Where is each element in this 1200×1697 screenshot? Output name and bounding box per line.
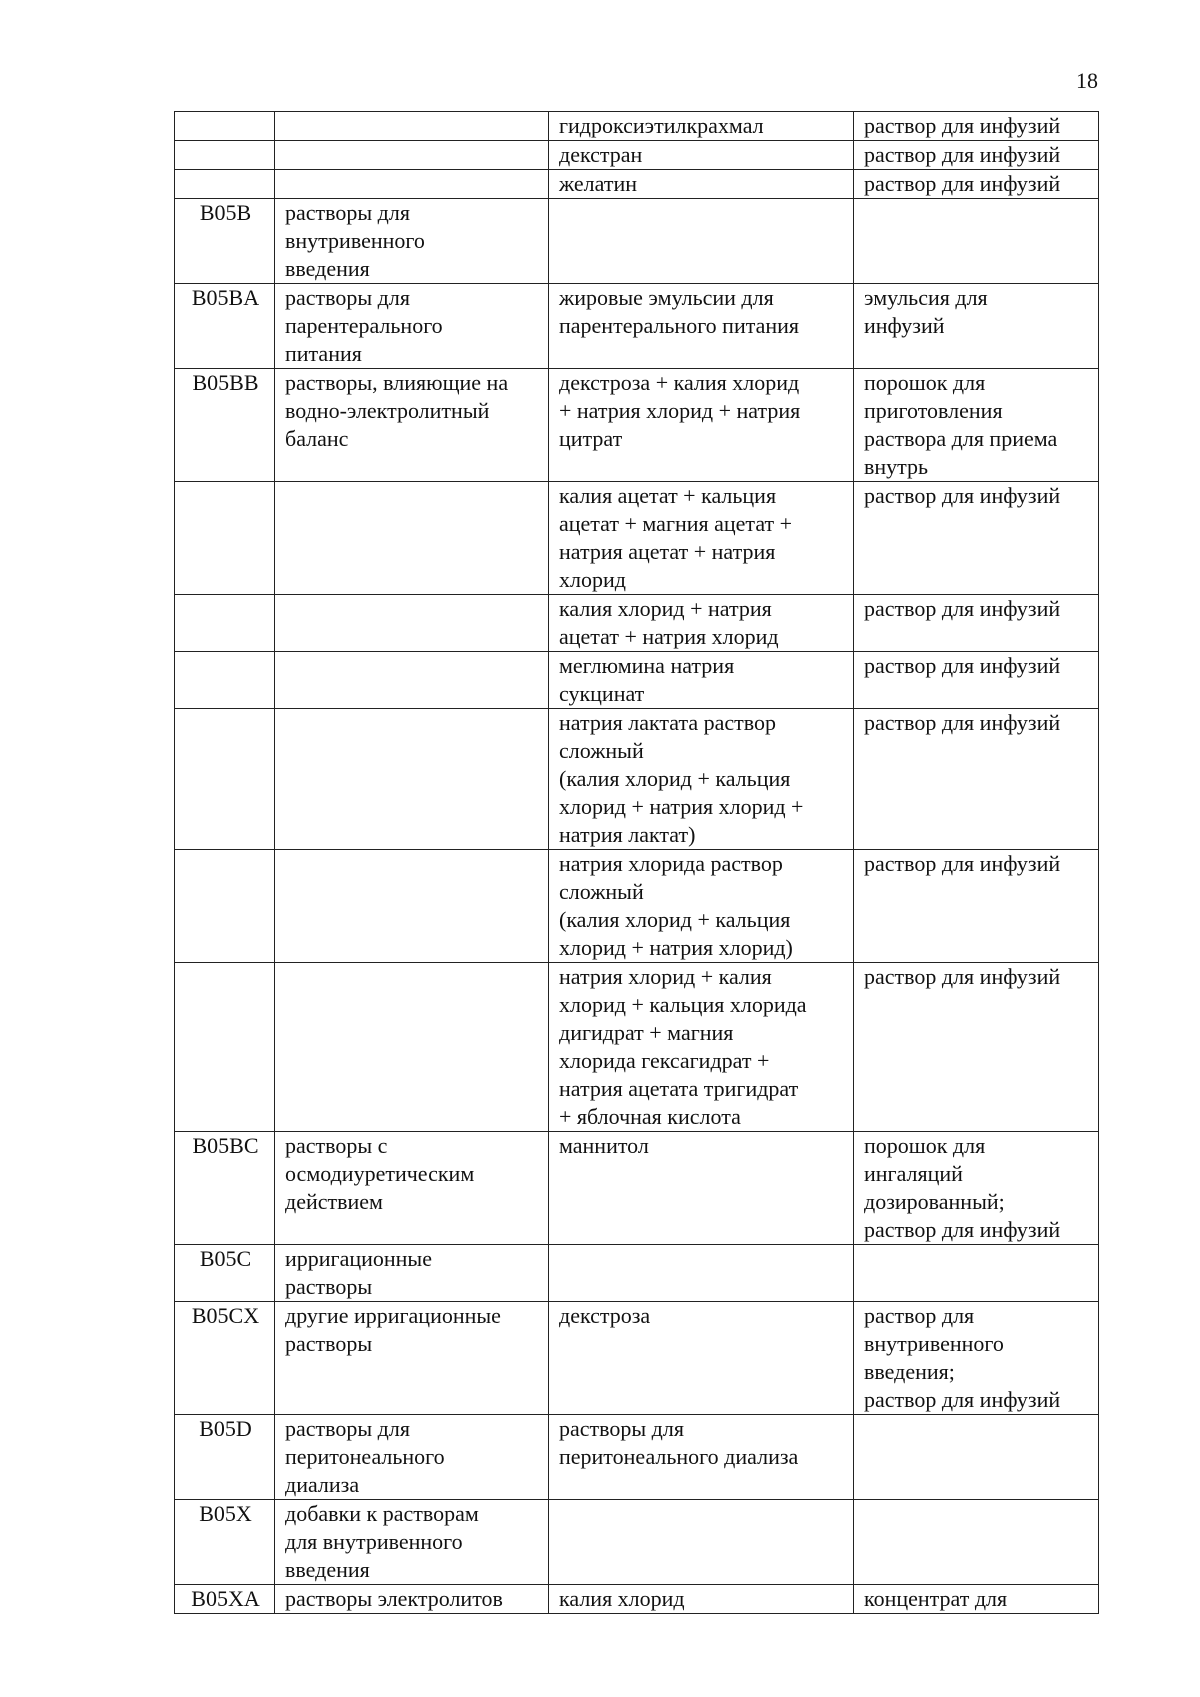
- atc-code-cell: [175, 652, 275, 709]
- dosage-form-cell: порошок для приготовления раствора для приема внутрь: [854, 369, 1099, 482]
- group-name-cell: [275, 709, 549, 850]
- dosage-form-cell: [854, 1245, 1099, 1302]
- dosage-form-cell: [854, 1500, 1099, 1585]
- dosage-form-cell: [854, 199, 1099, 284]
- table-row: [175, 595, 1099, 652]
- table-row: [175, 1245, 1099, 1302]
- atc-code-cell: B05BC: [175, 1132, 275, 1245]
- drug-name-cell: декстроза: [549, 1302, 854, 1415]
- dosage-form-cell: раствор для инфузий: [854, 112, 1099, 141]
- drug-name-cell: натрия хлорид + калия хлорид + кальция хлорида дигидрат + магния хлорида гексагидрат + натрия ацетата тригидрат + яблочная кислота: [549, 963, 854, 1132]
- group-name-cell: ирригационные растворы: [275, 1245, 549, 1302]
- group-name-cell: растворы с осмодиуретическим действием: [275, 1132, 549, 1245]
- group-name-cell: растворы для перитонеального диализа: [275, 1415, 549, 1500]
- group-name-cell: растворы для внутривенного введения: [275, 199, 549, 284]
- dosage-form-cell: порошок для ингаляций дозированный; раствор для инфузий: [854, 1132, 1099, 1245]
- dosage-form-cell: раствор для инфузий: [854, 709, 1099, 850]
- group-name-cell: добавки к растворам для внутривенного введения: [275, 1500, 549, 1585]
- table-row: [175, 112, 1099, 141]
- table-row: [175, 199, 1099, 284]
- atc-code-cell: B05C: [175, 1245, 275, 1302]
- drug-name-cell: натрия лактата раствор сложный (калия хлорид + кальция хлорид + натрия хлорид + натрия лактат): [549, 709, 854, 850]
- table-row: [175, 1415, 1099, 1500]
- page-number: 18: [1076, 68, 1098, 93]
- table-row: [175, 482, 1099, 595]
- table-row: [175, 850, 1099, 963]
- atc-code-cell: B05BB: [175, 369, 275, 482]
- table-row: [175, 284, 1099, 369]
- group-name-cell: [275, 170, 549, 199]
- atc-code-cell: [175, 112, 275, 141]
- drug-name-cell: натрия хлорида раствор сложный (калия хлорид + кальция хлорид + натрия хлорид): [549, 850, 854, 963]
- atc-code-cell: B05X: [175, 1500, 275, 1585]
- atc-code-cell: B05B: [175, 199, 275, 284]
- drug-name-cell: желатин: [549, 170, 854, 199]
- group-name-cell: другие ирригационные растворы: [275, 1302, 549, 1415]
- atc-code-cell: [175, 482, 275, 595]
- table-row: [175, 170, 1099, 199]
- drug-name-cell: калия ацетат + кальция ацетат + магния ацетат + натрия ацетат + натрия хлорид: [549, 482, 854, 595]
- drug-name-cell: растворы для перитонеального диализа: [549, 1415, 854, 1500]
- dosage-form-cell: раствор для инфузий: [854, 652, 1099, 709]
- atc-code-cell: [175, 963, 275, 1132]
- dosage-form-cell: раствор для инфузий: [854, 595, 1099, 652]
- atc-code-cell: [175, 170, 275, 199]
- drug-name-cell: меглюмина натрия сукцинат: [549, 652, 854, 709]
- table-row: [175, 709, 1099, 850]
- dosage-form-cell: раствор для инфузий: [854, 963, 1099, 1132]
- table-row: [175, 1302, 1099, 1415]
- drug-name-cell: гидроксиэтилкрахмал: [549, 112, 854, 141]
- table-row: [175, 141, 1099, 170]
- group-name-cell: растворы для парентерального питания: [275, 284, 549, 369]
- drug-name-cell: [549, 1245, 854, 1302]
- group-name-cell: [275, 963, 549, 1132]
- table-row: [175, 963, 1099, 1132]
- drug-name-cell: декстроза + калия хлорид + натрия хлорид + натрия цитрат: [549, 369, 854, 482]
- dosage-form-cell: концентрат для: [854, 1585, 1099, 1614]
- drug-name-cell: маннитол: [549, 1132, 854, 1245]
- drug-name-cell: калия хлорид + натрия ацетат + натрия хлорид: [549, 595, 854, 652]
- dosage-form-cell: раствор для инфузий: [854, 850, 1099, 963]
- table-row: [175, 1500, 1099, 1585]
- drug-name-cell: [549, 1500, 854, 1585]
- group-name-cell: [275, 595, 549, 652]
- atc-code-cell: [175, 141, 275, 170]
- drug-name-cell: жировые эмульсии для парентерального питания: [549, 284, 854, 369]
- atc-code-cell: B05XA: [175, 1585, 275, 1614]
- table-row: [175, 1132, 1099, 1245]
- group-name-cell: [275, 652, 549, 709]
- atc-code-cell: B05BA: [175, 284, 275, 369]
- table-row: [175, 369, 1099, 482]
- drug-name-cell: калия хлорид: [549, 1585, 854, 1614]
- group-name-cell: [275, 482, 549, 595]
- dosage-form-cell: раствор для инфузий: [854, 170, 1099, 199]
- atc-code-cell: [175, 850, 275, 963]
- drug-name-cell: [549, 199, 854, 284]
- drug-table: [174, 111, 1099, 1614]
- dosage-form-cell: эмульсия для инфузий: [854, 284, 1099, 369]
- atc-code-cell: [175, 595, 275, 652]
- dosage-form-cell: раствор для инфузий: [854, 482, 1099, 595]
- atc-code-cell: [175, 709, 275, 850]
- atc-code-cell: B05CX: [175, 1302, 275, 1415]
- group-name-cell: растворы электролитов: [275, 1585, 549, 1614]
- table-row: [175, 1585, 1099, 1614]
- group-name-cell: растворы, влияющие на водно-электролитный баланс: [275, 369, 549, 482]
- dosage-form-cell: [854, 1415, 1099, 1500]
- dosage-form-cell: раствор для внутривенного введения; раствор для инфузий: [854, 1302, 1099, 1415]
- table-row: [175, 652, 1099, 709]
- group-name-cell: [275, 141, 549, 170]
- group-name-cell: [275, 850, 549, 963]
- group-name-cell: [275, 112, 549, 141]
- table-body: [175, 112, 1099, 1614]
- dosage-form-cell: раствор для инфузий: [854, 141, 1099, 170]
- drug-name-cell: декстран: [549, 141, 854, 170]
- atc-code-cell: B05D: [175, 1415, 275, 1500]
